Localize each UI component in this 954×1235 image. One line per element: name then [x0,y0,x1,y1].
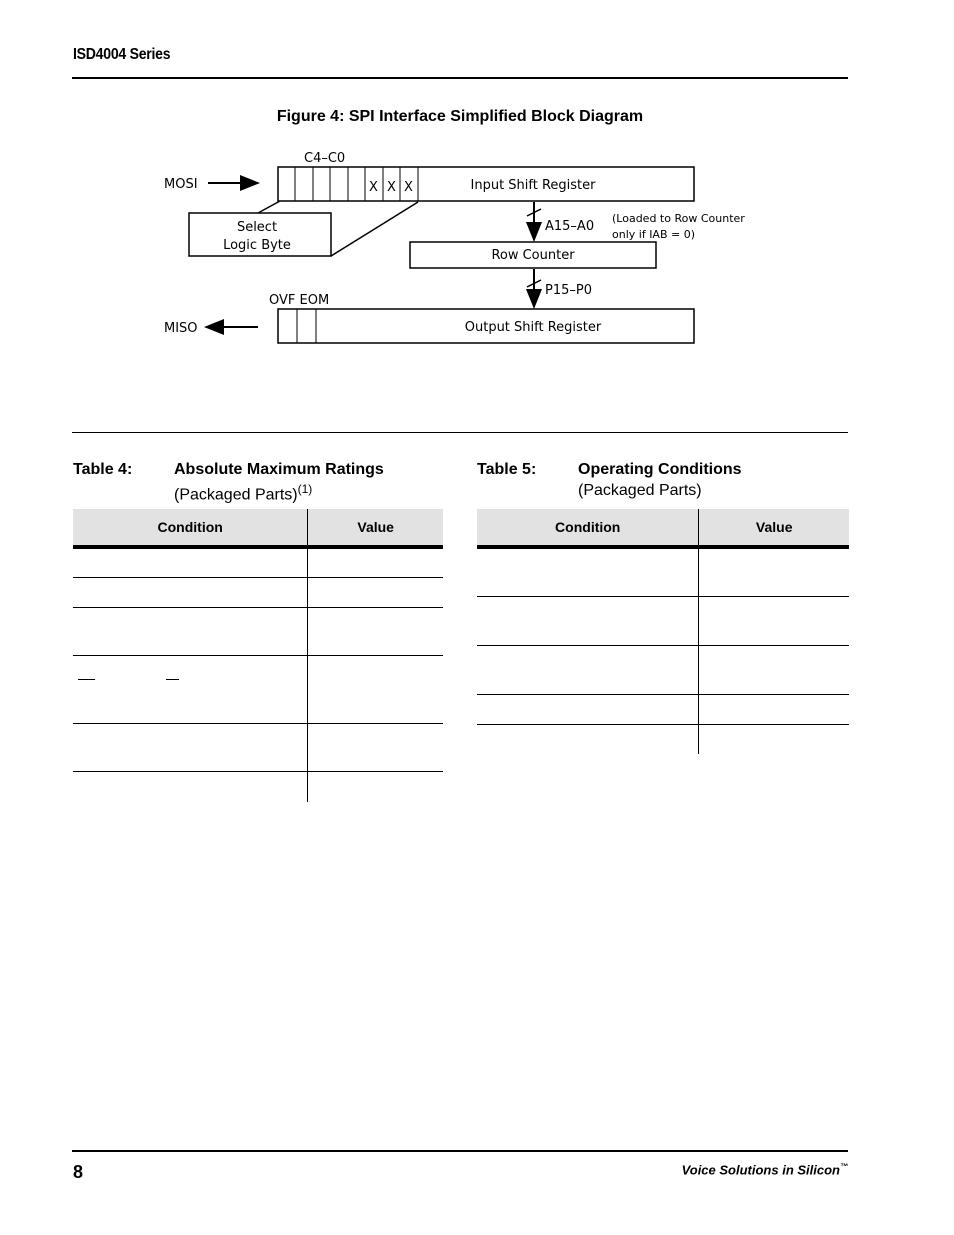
table-row [477,547,849,597]
table5-header-condition: Condition [477,509,699,547]
trademark-mark: ™ [840,1162,848,1171]
ovf-eom-label: OVF EOM [269,293,330,308]
table-row [477,725,849,755]
table4-footnote-mark: (1) [297,482,313,496]
table-row [73,656,443,724]
page-number: 8 [73,1162,84,1182]
table5-header-value: Value [699,509,849,547]
miso-label: MISO [164,321,198,336]
table-row [477,695,849,725]
document-series-title: ISD4004 Series [73,46,171,63]
p15p0-label: P15–P0 [545,283,592,298]
input-register-cells [295,167,418,201]
output-register-label: Output Shift Register [464,320,602,335]
footer-rule [72,1150,848,1152]
table-row [73,772,443,803]
table-row [73,547,443,578]
table5-number: Table 5: [477,461,537,478]
select-connector-right [331,202,418,256]
table4-title: Absolute Maximum Ratings [174,461,384,478]
table-row [477,646,849,695]
section-rule [72,432,848,433]
footer-tagline-wrap [682,1162,848,1177]
input-register-label: Input Shift Register [470,178,596,193]
table4-absolute-maximum-ratings [73,509,443,802]
table4-subtitle-wrap [174,482,312,504]
figure-title: Figure 4: SPI Interface Simplified Block Diagram [276,108,644,125]
select-logic-line1: Select [236,220,278,235]
table4-number: Table 4: [73,461,133,478]
mosi-label: MOSI [164,177,198,192]
table4-header-value: Value [308,509,443,547]
output-register-cells [297,309,316,343]
table5-operating-conditions [477,509,849,754]
header-rule [72,77,848,79]
load-note-line2: only if IAB = 0) [612,228,696,241]
table-row [73,608,443,656]
table5-title: Operating Conditions [578,461,742,478]
x-bit-2: X [387,180,396,195]
overbar-mark [78,679,95,680]
footer-tagline: Voice Solutions in Silicon [681,1162,840,1178]
table-row [73,724,443,772]
overbar-mark [166,679,179,680]
c4c0-label: C4–C0 [304,151,346,166]
row-counter-label: Row Counter [491,248,575,263]
table4-subtitle: (Packaged Parts) [174,486,298,504]
select-logic-line2: Logic Byte [223,238,291,253]
a15a0-label: A15–A0 [545,219,595,234]
table5-subtitle: (Packaged Parts) [578,482,702,499]
table-row [73,578,443,608]
select-connector-left [258,201,280,213]
x-bit-3: X [404,180,413,195]
load-note-line1: (Loaded to Row Counter [612,212,745,225]
table4-header-condition: Condition [73,509,308,547]
spi-block-diagram [150,140,790,360]
table-row [477,597,849,646]
x-bit-1: X [369,180,378,195]
